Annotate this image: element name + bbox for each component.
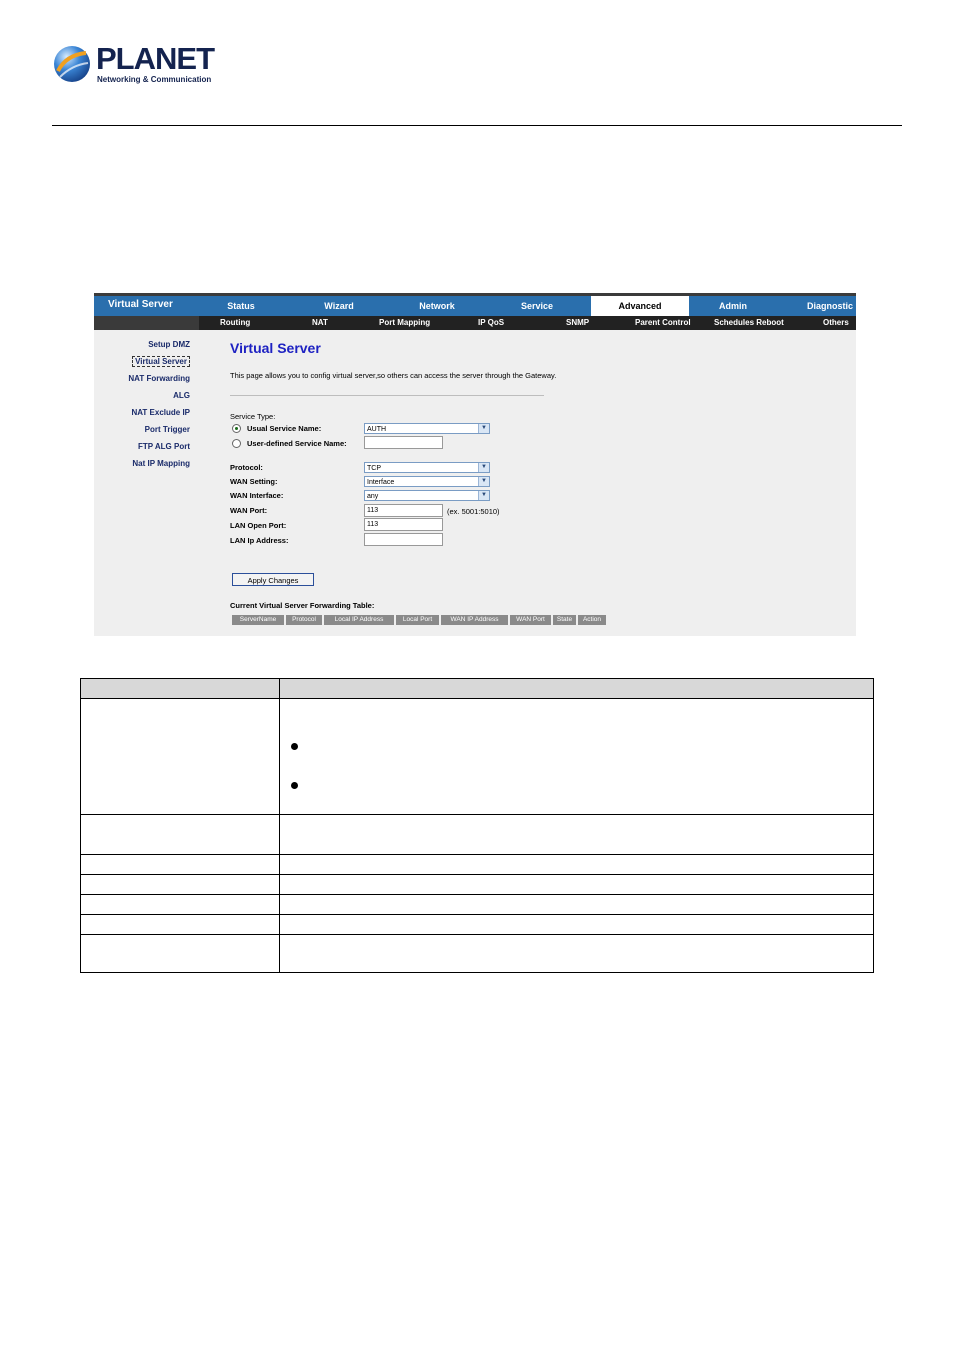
service-type-label: Service Type: (230, 412, 276, 421)
usual-service-select[interactable] (364, 423, 490, 434)
table-row (81, 699, 874, 815)
table-cell (81, 895, 280, 915)
table-cell (81, 815, 280, 855)
table-cell (280, 895, 874, 915)
usual-service-radio[interactable] (232, 424, 241, 433)
protocol-label: Protocol: (230, 463, 263, 472)
table-row (81, 935, 874, 973)
protocol-value: TCP (367, 465, 381, 472)
table-row (81, 875, 874, 895)
bullet-icon (291, 782, 298, 789)
table-header-wan-port: WAN Port (510, 615, 551, 625)
wan-port-input[interactable]: 113 (364, 504, 443, 517)
sidebar-item-port-trigger[interactable]: Port Trigger (144, 425, 190, 434)
subtab-snmp[interactable]: SNMP (566, 318, 590, 327)
wan-setting-value: Interface (367, 479, 395, 486)
usual-service-label: Usual Service Name: (247, 424, 322, 433)
planet-logo (52, 43, 222, 89)
table-row (81, 915, 874, 935)
lan-ip-input[interactable] (364, 533, 443, 546)
main-menu-bar (94, 293, 856, 316)
sidebar-item-nat-exclude-ip[interactable]: NAT Exclude IP (131, 408, 190, 417)
tab-admin[interactable]: Admin (719, 301, 747, 311)
chevron-down-icon: ▼ (478, 424, 489, 433)
logo-wordmark: PLANET (96, 41, 214, 76)
sub-menu-bar (94, 316, 856, 330)
subtab-schedules-reboot[interactable]: Schedules Reboot (714, 318, 784, 327)
table-cell (280, 935, 874, 973)
table-cell (280, 915, 874, 935)
router-ui-screenshot (94, 293, 856, 636)
table-row (81, 815, 874, 855)
user-defined-input[interactable] (364, 436, 443, 449)
tab-wizard[interactable]: Wizard (324, 301, 354, 311)
table-cell (81, 935, 280, 973)
tab-network[interactable]: Network (419, 301, 455, 311)
table-cell (81, 875, 280, 895)
wan-port-hint: (ex. 5001:5010) (447, 507, 500, 516)
protocol-select[interactable] (364, 462, 490, 473)
user-defined-radio[interactable] (232, 439, 241, 448)
subtab-others[interactable]: Others (823, 318, 849, 327)
sub-menu-spacer (94, 316, 199, 330)
table-cell (81, 855, 280, 875)
page-title: Virtual Server (230, 340, 321, 356)
sidebar-item-alg[interactable]: ALG (173, 391, 190, 400)
sidebar-item-nat-ip-mapping[interactable]: Nat IP Mapping (132, 459, 190, 468)
table-cell (280, 855, 874, 875)
page-name: Virtual Server (108, 299, 173, 310)
table-row (81, 895, 874, 915)
subtab-port-mapping[interactable]: Port Mapping (379, 318, 431, 327)
chevron-down-icon: ▼ (478, 463, 489, 472)
tab-diagnostic[interactable]: Diagnostic (807, 301, 854, 311)
table-header-wan-ip: WAN IP Address (441, 615, 508, 625)
subtab-ip-qos[interactable]: IP QoS (478, 318, 505, 327)
sidebar-item-nat-forwarding[interactable]: NAT Forwarding (128, 374, 190, 383)
table-cell (280, 699, 874, 815)
table-header-servername: ServerName (232, 615, 284, 625)
table-header-local-port: Local Port (396, 615, 439, 625)
subtab-parent-control[interactable]: Parent Control (635, 318, 691, 327)
table-cell (280, 815, 874, 855)
tab-status[interactable]: Status (227, 301, 255, 311)
globe-icon (52, 43, 92, 83)
table-header-state: State (553, 615, 576, 625)
chevron-down-icon: ▼ (478, 477, 489, 486)
subtab-routing[interactable]: Routing (220, 318, 251, 327)
table-header-protocol: Protocol (286, 615, 322, 625)
table-row (81, 855, 874, 875)
table-header-cell (280, 679, 874, 699)
sidebar-item-setup-dmz[interactable]: Setup DMZ (148, 340, 190, 349)
logo-tagline: Networking & Communication (97, 75, 212, 84)
apply-changes-button[interactable]: Apply Changes (232, 573, 314, 586)
table-cell (280, 875, 874, 895)
table-header-action: Action (578, 615, 606, 625)
wan-interface-label: WAN Interface: (230, 491, 284, 500)
wan-interface-value: any (367, 493, 379, 500)
sidebar-item-virtual-server[interactable]: Virtual Server (132, 356, 190, 367)
parameter-table (80, 678, 874, 973)
page-description: This page allows you to config virtual server,so others can access the server through the Gateway. (230, 371, 557, 380)
title-divider (230, 395, 544, 396)
wan-interface-select[interactable] (364, 490, 490, 501)
wan-setting-label: WAN Setting: (230, 477, 278, 486)
subtab-nat[interactable]: NAT (312, 318, 328, 327)
tab-service[interactable]: Service (520, 301, 554, 311)
sidebar (94, 330, 190, 630)
table-cell (81, 699, 280, 815)
chevron-down-icon: ▼ (478, 491, 489, 500)
table-cell (81, 915, 280, 935)
sidebar-item-ftp-alg-port[interactable]: FTP ALG Port (138, 442, 190, 451)
tab-advanced[interactable]: Advanced (591, 296, 689, 316)
lan-open-port-input[interactable]: 113 (364, 518, 443, 531)
table-header-cell (81, 679, 280, 699)
header-divider (52, 125, 902, 126)
usual-service-value: AUTH (367, 426, 387, 433)
user-defined-label: User-defined Service Name: (247, 439, 347, 448)
lan-open-port-label: LAN Open Port: (230, 521, 287, 530)
bullet-icon (291, 743, 298, 750)
wan-port-label: WAN Port: (230, 506, 268, 515)
wan-setting-select[interactable] (364, 476, 490, 487)
table-header-row (81, 679, 874, 699)
forwarding-table-caption: Current Virtual Server Forwarding Table: (230, 601, 375, 610)
table-header-local-ip: Local IP Address (324, 615, 394, 625)
lan-ip-label: LAN Ip Address: (230, 536, 289, 545)
